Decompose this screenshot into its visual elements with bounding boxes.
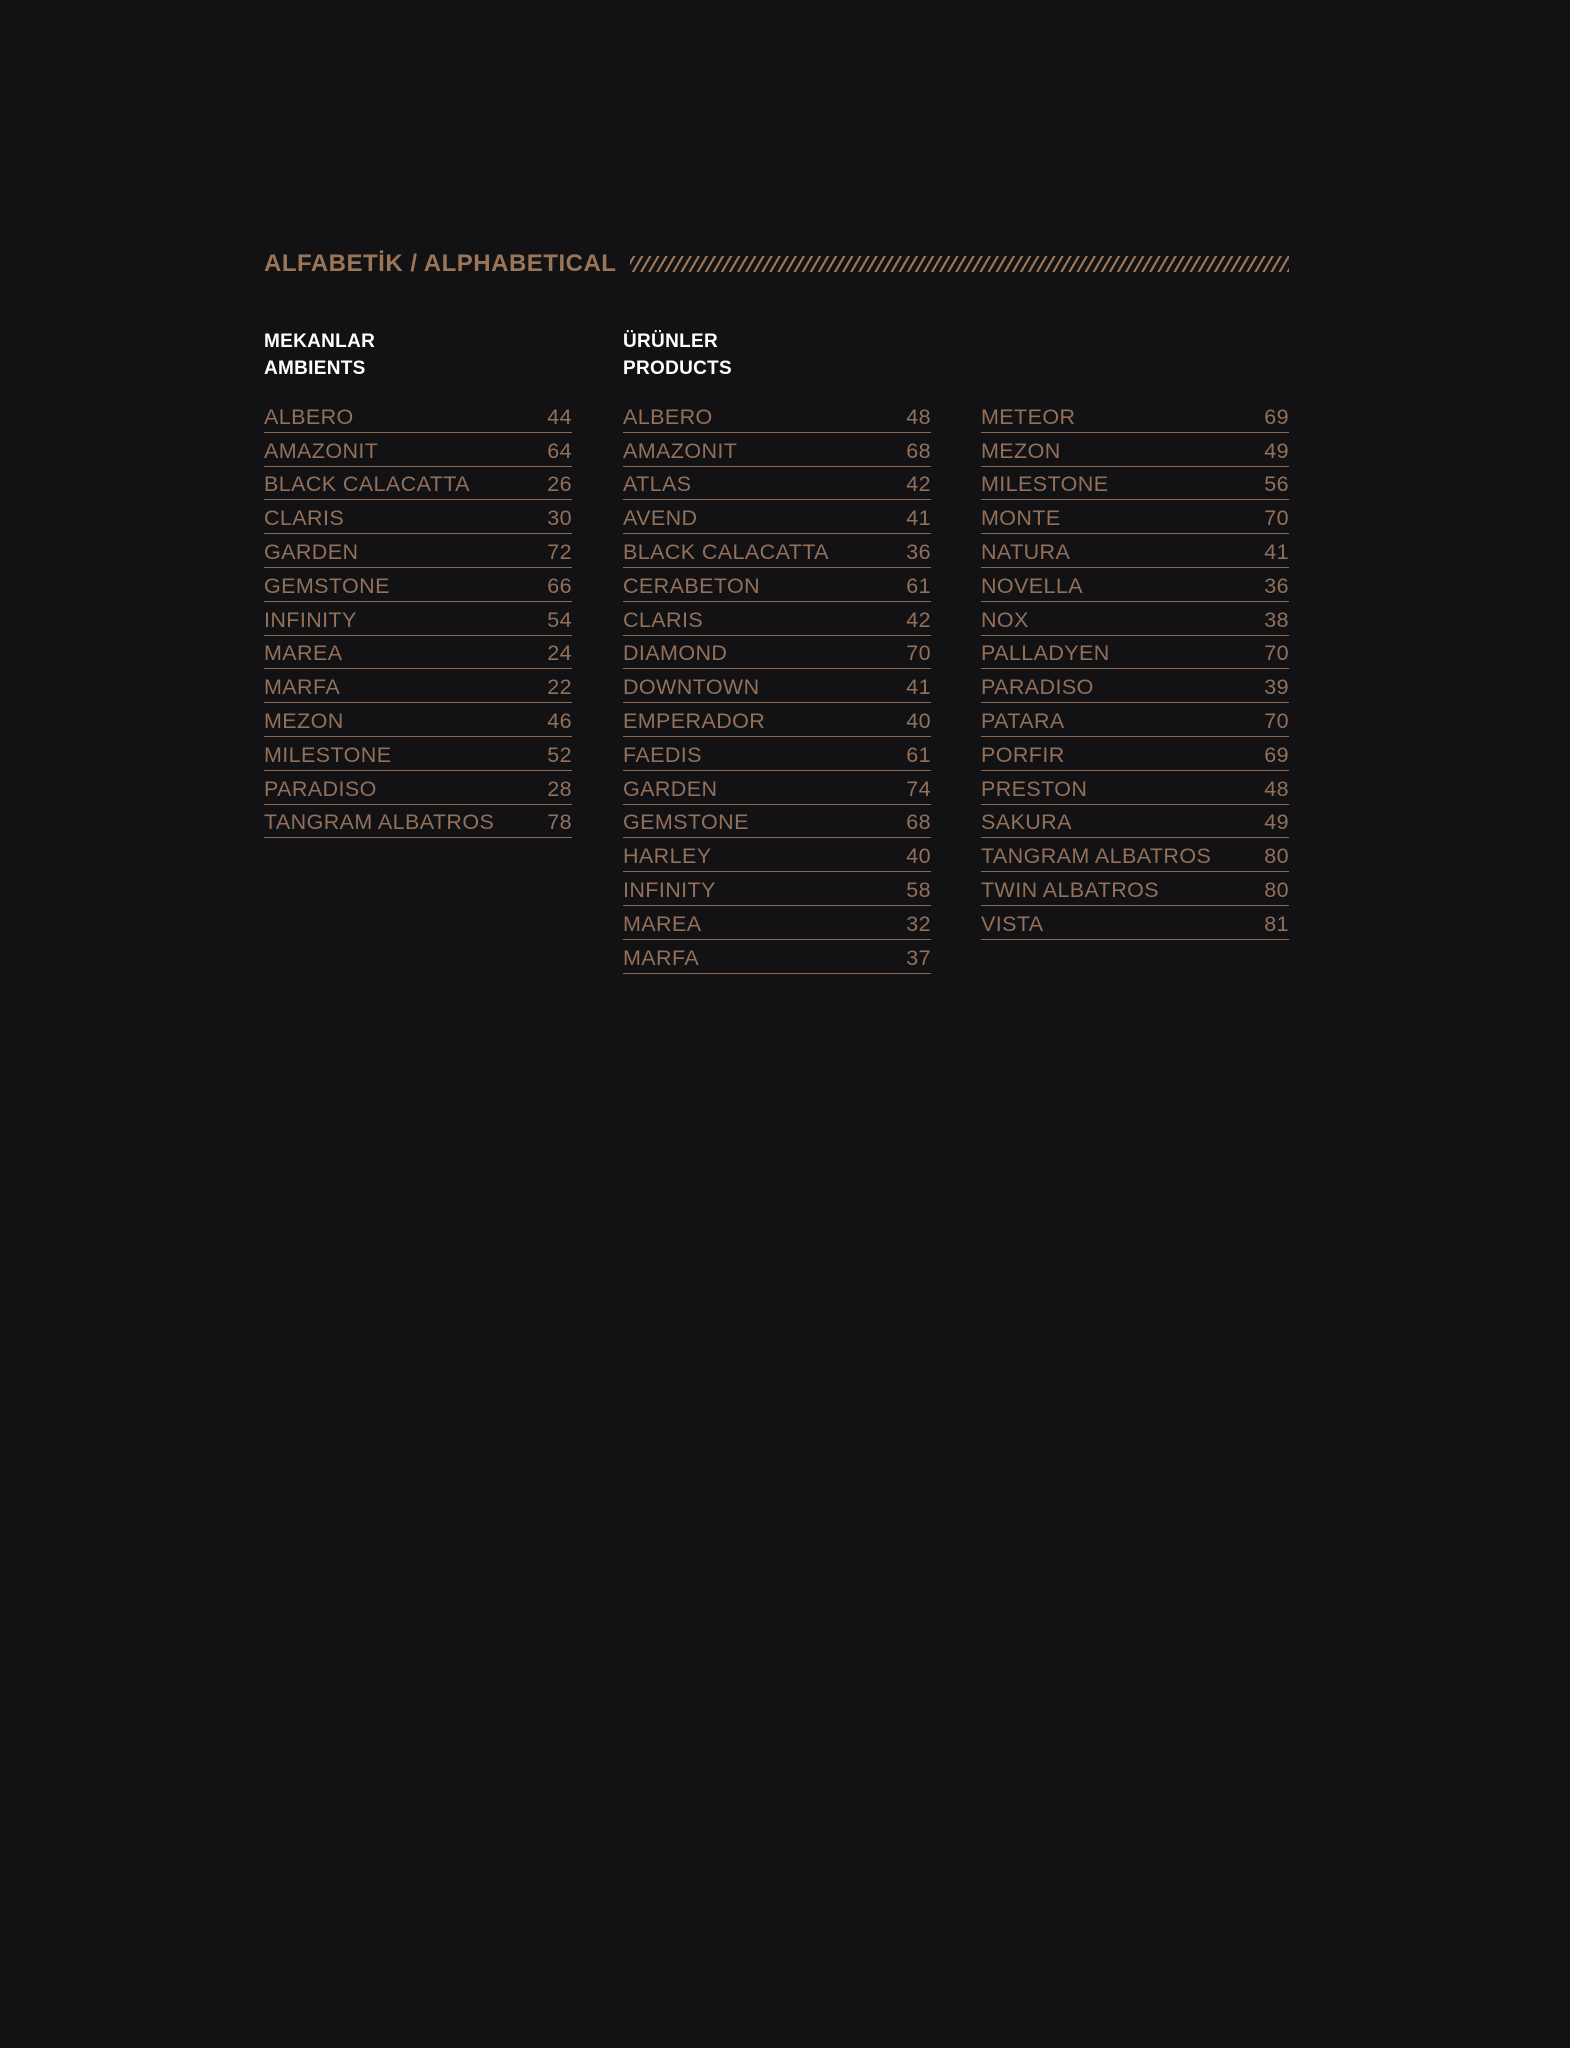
index-entry bbox=[981, 399, 1289, 433]
index-entry bbox=[981, 568, 1289, 602]
index-entry bbox=[264, 602, 572, 636]
entry-page-number: 36 bbox=[906, 539, 931, 564]
entry-page-number: 69 bbox=[1264, 404, 1289, 429]
ambients-column bbox=[264, 328, 572, 838]
entry-name: DIAMOND bbox=[623, 641, 728, 666]
index-entry bbox=[264, 500, 572, 534]
index-entry bbox=[623, 771, 931, 805]
entry-name: EMPERADOR bbox=[623, 708, 766, 733]
entry-page-number: 74 bbox=[906, 776, 931, 801]
entry-name: FAEDIS bbox=[623, 742, 702, 767]
entry-name: MEZON bbox=[981, 438, 1061, 463]
index-entry bbox=[623, 568, 931, 602]
entry-name: CLARIS bbox=[264, 506, 345, 531]
entry-page-number: 61 bbox=[906, 573, 931, 598]
index-entry bbox=[981, 771, 1289, 805]
index-entry bbox=[264, 805, 572, 839]
products-column-continued bbox=[981, 328, 1289, 940]
entry-name: HARLEY bbox=[623, 844, 712, 869]
entry-page-number: 56 bbox=[1264, 472, 1289, 497]
entry-page-number: 44 bbox=[547, 404, 572, 429]
index-entry bbox=[623, 703, 931, 737]
entry-name: ALBERO bbox=[264, 404, 354, 429]
index-entry bbox=[981, 467, 1289, 501]
ambients-list bbox=[264, 399, 572, 838]
entry-name: AMAZONIT bbox=[264, 438, 379, 463]
entry-page-number: 26 bbox=[547, 472, 572, 497]
entry-name: INFINITY bbox=[264, 607, 357, 632]
entry-name: INFINITY bbox=[623, 877, 716, 902]
entry-page-number: 78 bbox=[547, 810, 572, 835]
index-entry bbox=[623, 906, 931, 940]
products-list-continued bbox=[981, 399, 1289, 940]
entry-page-number: 81 bbox=[1264, 911, 1289, 936]
entry-page-number: 46 bbox=[547, 708, 572, 733]
products-heading-spacer bbox=[981, 328, 1289, 384]
index-entry bbox=[623, 602, 931, 636]
section-title: ALFABETİK / ALPHABETICAL bbox=[264, 250, 617, 277]
index-entry bbox=[623, 433, 931, 467]
entry-page-number: 32 bbox=[906, 911, 931, 936]
entry-page-number: 41 bbox=[906, 675, 931, 700]
entry-page-number: 70 bbox=[1264, 708, 1289, 733]
index-entry bbox=[981, 906, 1289, 940]
ambients-heading-tr: MEKANLAR bbox=[264, 331, 376, 352]
entry-page-number: 70 bbox=[1264, 506, 1289, 531]
entry-name: PARADISO bbox=[264, 776, 377, 801]
index-entry bbox=[264, 568, 572, 602]
index-entry bbox=[264, 669, 572, 703]
index-entry bbox=[981, 500, 1289, 534]
index-entry bbox=[623, 534, 931, 568]
entry-name: MEZON bbox=[264, 708, 344, 733]
entry-name: MARFA bbox=[623, 945, 700, 970]
entry-page-number: 72 bbox=[547, 539, 572, 564]
index-entry bbox=[264, 399, 572, 433]
index-entry bbox=[981, 602, 1289, 636]
index-entry bbox=[264, 737, 572, 771]
entry-name: NATURA bbox=[981, 539, 1071, 564]
entry-page-number: 37 bbox=[906, 945, 931, 970]
products-heading bbox=[623, 328, 931, 384]
index-entry bbox=[264, 534, 572, 568]
index-entry bbox=[981, 636, 1289, 670]
index-entry bbox=[981, 534, 1289, 568]
index-entry bbox=[623, 872, 931, 906]
entry-name: MAREA bbox=[264, 641, 343, 666]
entry-page-number: 54 bbox=[547, 607, 572, 632]
entry-name: VISTA bbox=[981, 911, 1044, 936]
entry-name: CERABETON bbox=[623, 573, 761, 598]
entry-page-number: 70 bbox=[906, 641, 931, 666]
index-entry bbox=[623, 399, 931, 433]
entry-page-number: 58 bbox=[906, 877, 931, 902]
index-entry bbox=[981, 669, 1289, 703]
index-entry bbox=[623, 737, 931, 771]
entry-page-number: 41 bbox=[906, 506, 931, 531]
products-heading-en: PRODUCTS bbox=[623, 358, 733, 379]
entry-name: ALBERO bbox=[623, 404, 713, 429]
entry-page-number: 48 bbox=[1264, 776, 1289, 801]
entry-page-number: 24 bbox=[547, 641, 572, 666]
index-entry bbox=[623, 940, 931, 974]
index-entry bbox=[623, 669, 931, 703]
ambients-heading bbox=[264, 328, 572, 384]
entry-page-number: 64 bbox=[547, 438, 572, 463]
entry-name: BLACK CALACATTA bbox=[623, 539, 829, 564]
index-entry bbox=[264, 703, 572, 737]
entry-name: GEMSTONE bbox=[623, 810, 749, 835]
entry-page-number: 22 bbox=[547, 675, 572, 700]
entry-page-number: 69 bbox=[1264, 742, 1289, 767]
entry-name: ATLAS bbox=[623, 472, 692, 497]
index-entry bbox=[264, 467, 572, 501]
index-entry bbox=[981, 703, 1289, 737]
entry-name: GEMSTONE bbox=[264, 573, 390, 598]
entry-page-number: 28 bbox=[547, 776, 572, 801]
products-list bbox=[623, 399, 931, 974]
entry-name: BLACK CALACATTA bbox=[264, 472, 470, 497]
entry-name: MAREA bbox=[623, 911, 702, 936]
index-entry bbox=[623, 636, 931, 670]
entry-page-number: 70 bbox=[1264, 641, 1289, 666]
index-entry bbox=[981, 838, 1289, 872]
index-entry bbox=[981, 433, 1289, 467]
entry-page-number: 42 bbox=[906, 607, 931, 632]
products-column bbox=[623, 328, 931, 974]
entry-name: MILESTONE bbox=[981, 472, 1109, 497]
entry-page-number: 42 bbox=[906, 472, 931, 497]
index-entry bbox=[264, 771, 572, 805]
entry-name: MONTE bbox=[981, 506, 1061, 531]
entry-page-number: 61 bbox=[906, 742, 931, 767]
entry-page-number: 49 bbox=[1264, 810, 1289, 835]
entry-name: GARDEN bbox=[623, 776, 718, 801]
entry-page-number: 66 bbox=[547, 573, 572, 598]
entry-name: NOVELLA bbox=[981, 573, 1083, 598]
entry-page-number: 68 bbox=[906, 810, 931, 835]
index-entry bbox=[623, 467, 931, 501]
index-entry bbox=[264, 433, 572, 467]
entry-name: PATARA bbox=[981, 708, 1065, 733]
entry-name: NOX bbox=[981, 607, 1029, 632]
entry-name: TWIN ALBATROS bbox=[981, 877, 1160, 902]
entry-page-number: 39 bbox=[1264, 675, 1289, 700]
index-entry bbox=[981, 737, 1289, 771]
entry-name: MARFA bbox=[264, 675, 341, 700]
entry-page-number: 36 bbox=[1264, 573, 1289, 598]
entry-name: CLARIS bbox=[623, 607, 704, 632]
entry-name: SAKURA bbox=[981, 810, 1072, 835]
entry-page-number: 40 bbox=[906, 708, 931, 733]
hatch-divider bbox=[630, 256, 1289, 272]
entry-page-number: 48 bbox=[906, 404, 931, 429]
entry-name: DOWNTOWN bbox=[623, 675, 760, 700]
index-entry bbox=[623, 500, 931, 534]
index-entry bbox=[623, 838, 931, 872]
ambients-heading-en: AMBIENTS bbox=[264, 358, 366, 379]
entry-page-number: 41 bbox=[1264, 539, 1289, 564]
entry-name: PRESTON bbox=[981, 776, 1088, 801]
index-entry bbox=[623, 805, 931, 839]
entry-name: GARDEN bbox=[264, 539, 359, 564]
entry-name: PALLADYEN bbox=[981, 641, 1110, 666]
entry-name: AMAZONIT bbox=[623, 438, 738, 463]
entry-name: PARADISO bbox=[981, 675, 1094, 700]
products-heading-tr: ÜRÜNLER bbox=[623, 331, 718, 352]
entry-name: MILESTONE bbox=[264, 742, 392, 767]
entry-page-number: 80 bbox=[1264, 877, 1289, 902]
entry-name: PORFIR bbox=[981, 742, 1065, 767]
entry-page-number: 80 bbox=[1264, 844, 1289, 869]
entry-page-number: 68 bbox=[906, 438, 931, 463]
entry-page-number: 30 bbox=[547, 506, 572, 531]
entry-name: TANGRAM ALBATROS bbox=[264, 810, 495, 835]
index-entry bbox=[264, 636, 572, 670]
entry-name: TANGRAM ALBATROS bbox=[981, 844, 1212, 869]
entry-name: METEOR bbox=[981, 404, 1076, 429]
entry-page-number: 40 bbox=[906, 844, 931, 869]
section-header bbox=[264, 246, 1289, 282]
entry-page-number: 52 bbox=[547, 742, 572, 767]
entry-page-number: 49 bbox=[1264, 438, 1289, 463]
entry-name: AVEND bbox=[623, 506, 698, 531]
index-entry bbox=[981, 805, 1289, 839]
entry-page-number: 38 bbox=[1264, 607, 1289, 632]
index-entry bbox=[981, 872, 1289, 906]
